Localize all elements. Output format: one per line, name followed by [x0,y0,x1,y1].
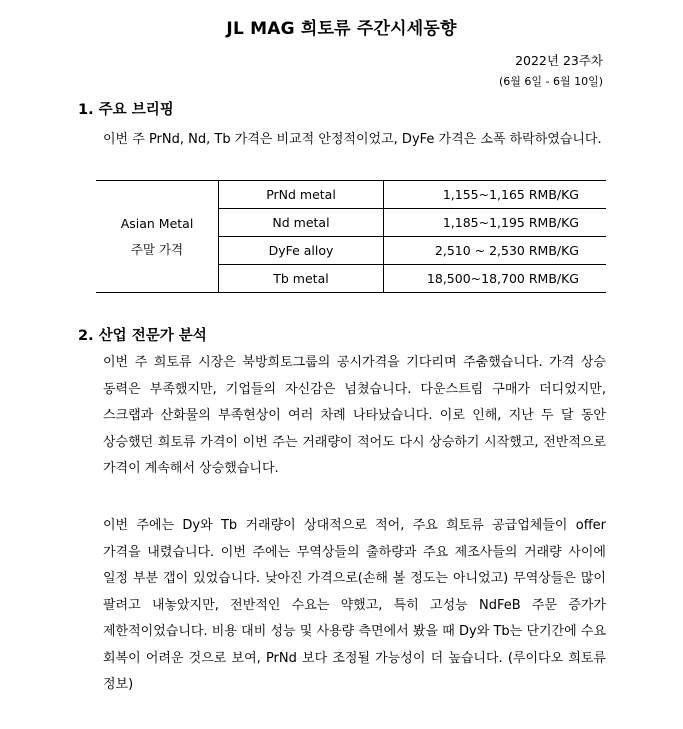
price-source-cell [96,181,219,293]
briefing-paragraph: 이번 주 PrNd, Nd, Tb 가격은 비교적 안정적이었고, DyFe 가격은 소폭 하락하였습니다. [103,132,602,147]
metal-price-cell: 18,500~18,700 RMB/KG [384,265,607,293]
price-source-label: Asian Metal [120,215,194,231]
section-heading-briefing: 1. 주요 브리핑 [78,102,174,118]
price-table [96,180,606,293]
analysis-paragraph-2: 이번 주에는 Dy와 Tb 거래량이 상대적으로 적어, 주요 희토류 공급업체들이 offer 가격을 내렸습니다. 이번 주에는 무역상들의 출하량과 주요 제조사들의 거래량 사이에 일정 부분 갭이 있었습니다. 낮아진 가격으로(손해 볼 정도는 아니었고) 무역상들은 많이 팔려고 내놓았지만, 전반적인 수요는 약했고, 특히 고성능 NdFeB 주문 증가가 제한적이었습니다. 비용 대비 성능 및 사용량 측면에서 봤을 때 Dy와 Tb는 단기간에 수요 회복이 어려운 것으로 보여, PrNd 보다 조정될 가능성이 더 높습니다. (루이다오 희토류 정보) [103,518,606,692]
period-label: (6월 6일 - 6월 10일) [498,75,603,88]
metal-name-cell: Nd metal [219,209,384,237]
document-title: JL MAG 희토류 주간시세동향 [226,19,457,39]
price-type-label: 주말 가격 [130,241,184,257]
metal-name-cell: PrNd metal [219,181,384,209]
metal-name-cell: Tb metal [219,265,384,293]
metal-name-cell: DyFe alloy [219,237,384,265]
section-heading-analysis: 2. 산업 전문가 분석 [78,328,207,344]
metal-price-cell: 1,185~1,195 RMB/KG [384,209,607,237]
week-label: 2022년 23주차 [515,53,603,68]
analysis-paragraph-1: 이번 주 희토류 시장은 북방희토그룹의 공시가격을 기다리며 주춤했습니다. 가격 상승 동력은 부족했지만, 기업들의 자신감은 넘쳤습니다. 다운스트림 구매가 더디었지만, 스크랩과 산화물의 부족현상이 여러 차례 나타났습니다. 이로 인해, 지난 두 달 동안 상승했던 희토류 가격이 이번 주는 거래량이 적어도 다시 상승하기 시작했고, 전반적으로 가격이 계속해서 상승했습니다. [103,355,606,476]
metal-price-cell: 1,155~1,165 RMB/KG [384,181,607,209]
metal-price-cell: 2,510 ~ 2,530 RMB/KG [384,237,607,265]
table-row [96,181,606,209]
